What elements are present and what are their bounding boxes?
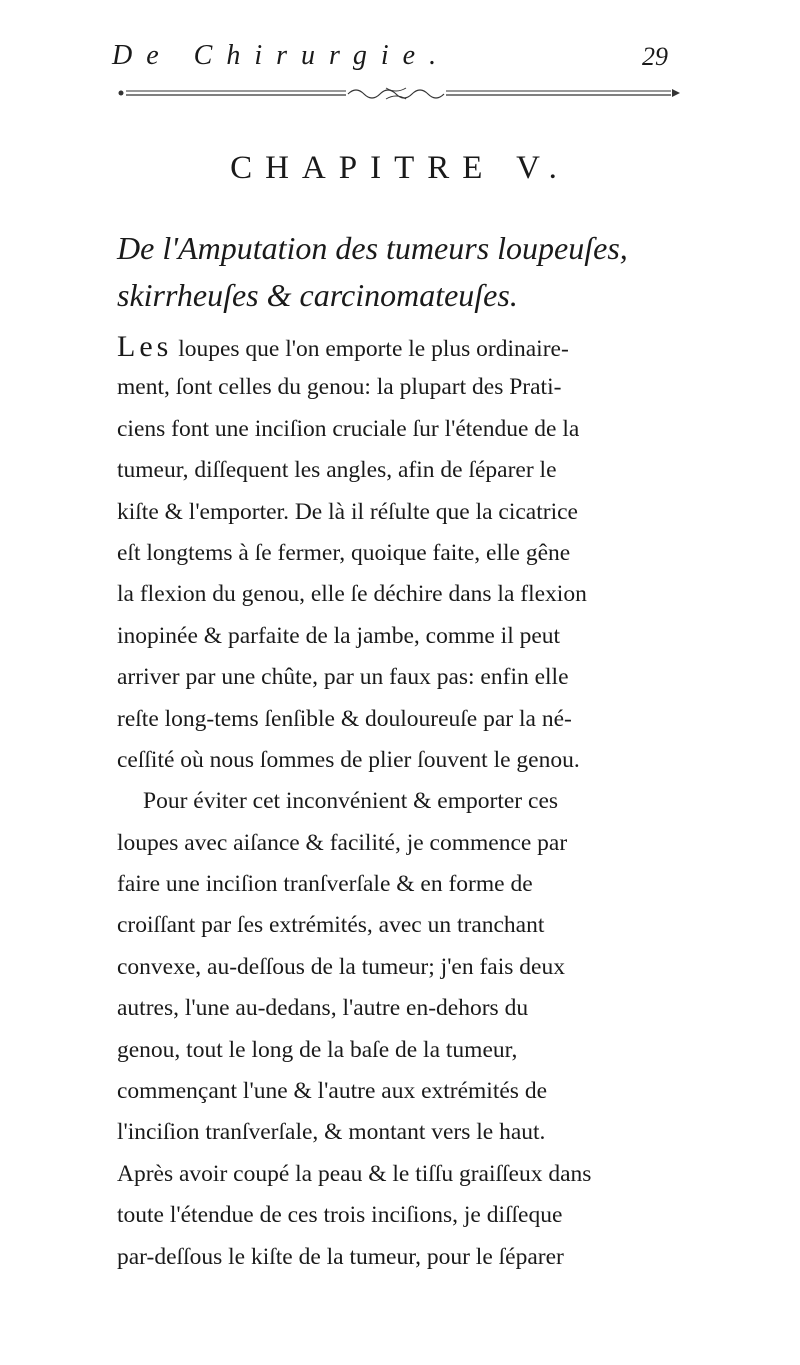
text-line: croiſſant par ſes extrémités, avec un tranchant: [117, 912, 545, 939]
body-paragraph: [117, 326, 717, 1278]
chapter-heading: CHAPITRE V.: [230, 150, 570, 186]
text-line: arriver par une chûte, par un faux pas: enfin elle: [117, 664, 569, 691]
text-line: l'inciſion tranſverſale, & montant vers le haut.: [117, 1119, 546, 1146]
text-line: loupes avec aiſance & facilité, je commence par: [117, 829, 568, 856]
text-line: tumeur, diſſequent les angles, afin de ſéparer le: [117, 457, 557, 484]
text-line: convexe, au-deſſous de la tumeur; j'en fais deux: [117, 953, 565, 980]
running-head: [0, 40, 800, 80]
decorative-rule-ornament: [116, 86, 684, 100]
chapter-subtitle: [117, 225, 717, 319]
text-line: eſt longtems à ſe fermer, quoique faite, elle gêne: [117, 539, 571, 566]
running-title: De Chirurgie.: [112, 40, 451, 71]
chapter-subtitle-line: De l'Amputation des tumeurs loupeuſes,: [117, 230, 628, 266]
text-line: la flexion du genou, elle ſe déchire dans la flexion: [117, 581, 587, 608]
drop-cap: Les: [117, 330, 173, 363]
text-line: par-deſſous le kiſte de la tumeur, pour le ſéparer: [117, 1243, 564, 1270]
text-line: ment, ſont celles du genou: la plupart des Prati-: [117, 374, 562, 401]
text-line: ceſſité où nous ſommes de plier ſouvent le genou.: [117, 746, 580, 773]
page-number: 29: [642, 42, 668, 71]
text-line: ciens font une inciſion cruciale ſur l'étendue de la: [117, 415, 580, 442]
text-line: Après avoir coupé la peau & le tiſſu graiſſeux dans: [117, 1160, 592, 1187]
text-line: genou, tout le long de la baſe de la tumeur,: [117, 1036, 518, 1063]
text-line: commençant l'une & l'autre aux extrémités de: [117, 1078, 547, 1105]
text-line: faire une inciſion tranſverſale & en forme de: [117, 871, 533, 898]
text-line: toute l'étendue de ces trois inciſions, je diſſeque: [117, 1202, 563, 1229]
chapter-subtitle-line: skirrheuſes & carcinomateuſes.: [117, 277, 518, 313]
text-line: Pour éviter cet inconvénient & emporter ces: [143, 788, 559, 815]
text-line: autres, l'une au-dedans, l'autre en-dehors du: [117, 995, 529, 1022]
text-line: Les loupes que l'on emporte le plus ordinaire-: [117, 330, 569, 363]
text-line: reſte long-tems ſenſible & douloureuſe par la né-: [117, 705, 572, 732]
text-line: kiſte & l'emporter. De là il réſulte que la cicatrice: [117, 498, 578, 525]
text-line: inopinée & parfaite de la jambe, comme il peut: [117, 622, 561, 649]
